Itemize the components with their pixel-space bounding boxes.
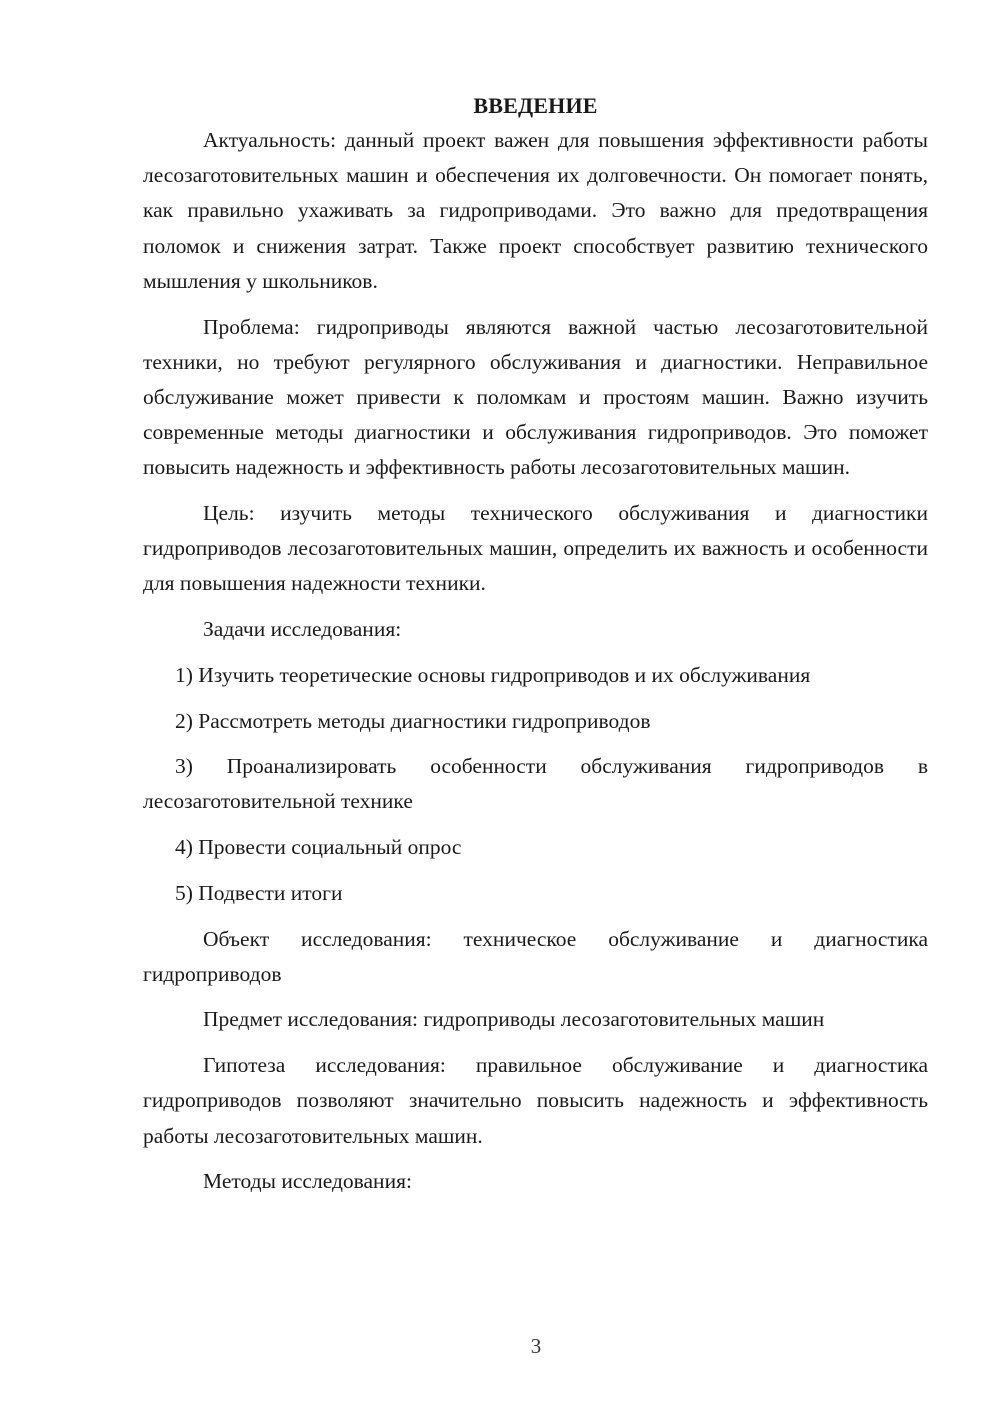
- paragraph-tasks-heading: Задачи исследования:: [203, 617, 402, 642]
- paragraph-methods: Методы исследования:: [203, 1169, 412, 1194]
- task-item-1: 1) Изучить теоретические основы гидроприводов и их обслуживания: [175, 662, 811, 687]
- task-item-5: 5) Подвести итоги: [175, 880, 343, 905]
- task-item-3: 3) Проанализировать особенности обслуживания гидроприводов в лесозаготовительной технике: [143, 754, 928, 814]
- paragraph-problem: Проблема: гидроприводы являются важной частью лесозаготовительной техники, но требуют регулярного обслуживания и диагностики. Неправильное обслуживание может привести к поломкам и простоям машин. Важно изучить современные методы диагностики и обслуживания гидроприводов. Это поможет повысить надежность и эффективность работы лесозаготовительных машин.: [143, 314, 928, 480]
- paragraph-subject: Предмет исследования: гидроприводы лесозаготовительных машин: [203, 1007, 825, 1032]
- document-page: [143, 88, 928, 1199]
- paragraph-hypothesis: Гипотеза исследования: правильное обслуживание и диагностика гидроприводов позволяют значительно повысить надежность и эффективность работы лесозаготовительных машин.: [143, 1053, 928, 1148]
- task-item-2: 2) Рассмотреть методы диагностики гидроприводов: [175, 708, 651, 733]
- task-item-4: 4) Провести социальный опрос: [175, 835, 462, 860]
- page-number: 3: [530, 1334, 542, 1358]
- document-title: ВВЕДЕНИЕ: [473, 93, 598, 118]
- paragraph-goal: Цель: изучить методы технического обслуживания и диагностики гидроприводов лесозаготовительных машин, определить их важность и особенности для повышения надежности техники.: [143, 501, 928, 596]
- paragraph-relevance: Актуальность: данный проект важен для повышения эффективности работы лесозаготовительных машин и обеспечения их долговечности. Он помогает понять, как правильно ухаживать за гидроприводами. Это важно для предотвращения поломок и снижения затрат. Также проект способствует развитию технического мышления у школьников.: [143, 128, 928, 293]
- paragraph-object: Объект исследования: техническое обслуживание и диагностика гидроприводов: [143, 926, 928, 986]
